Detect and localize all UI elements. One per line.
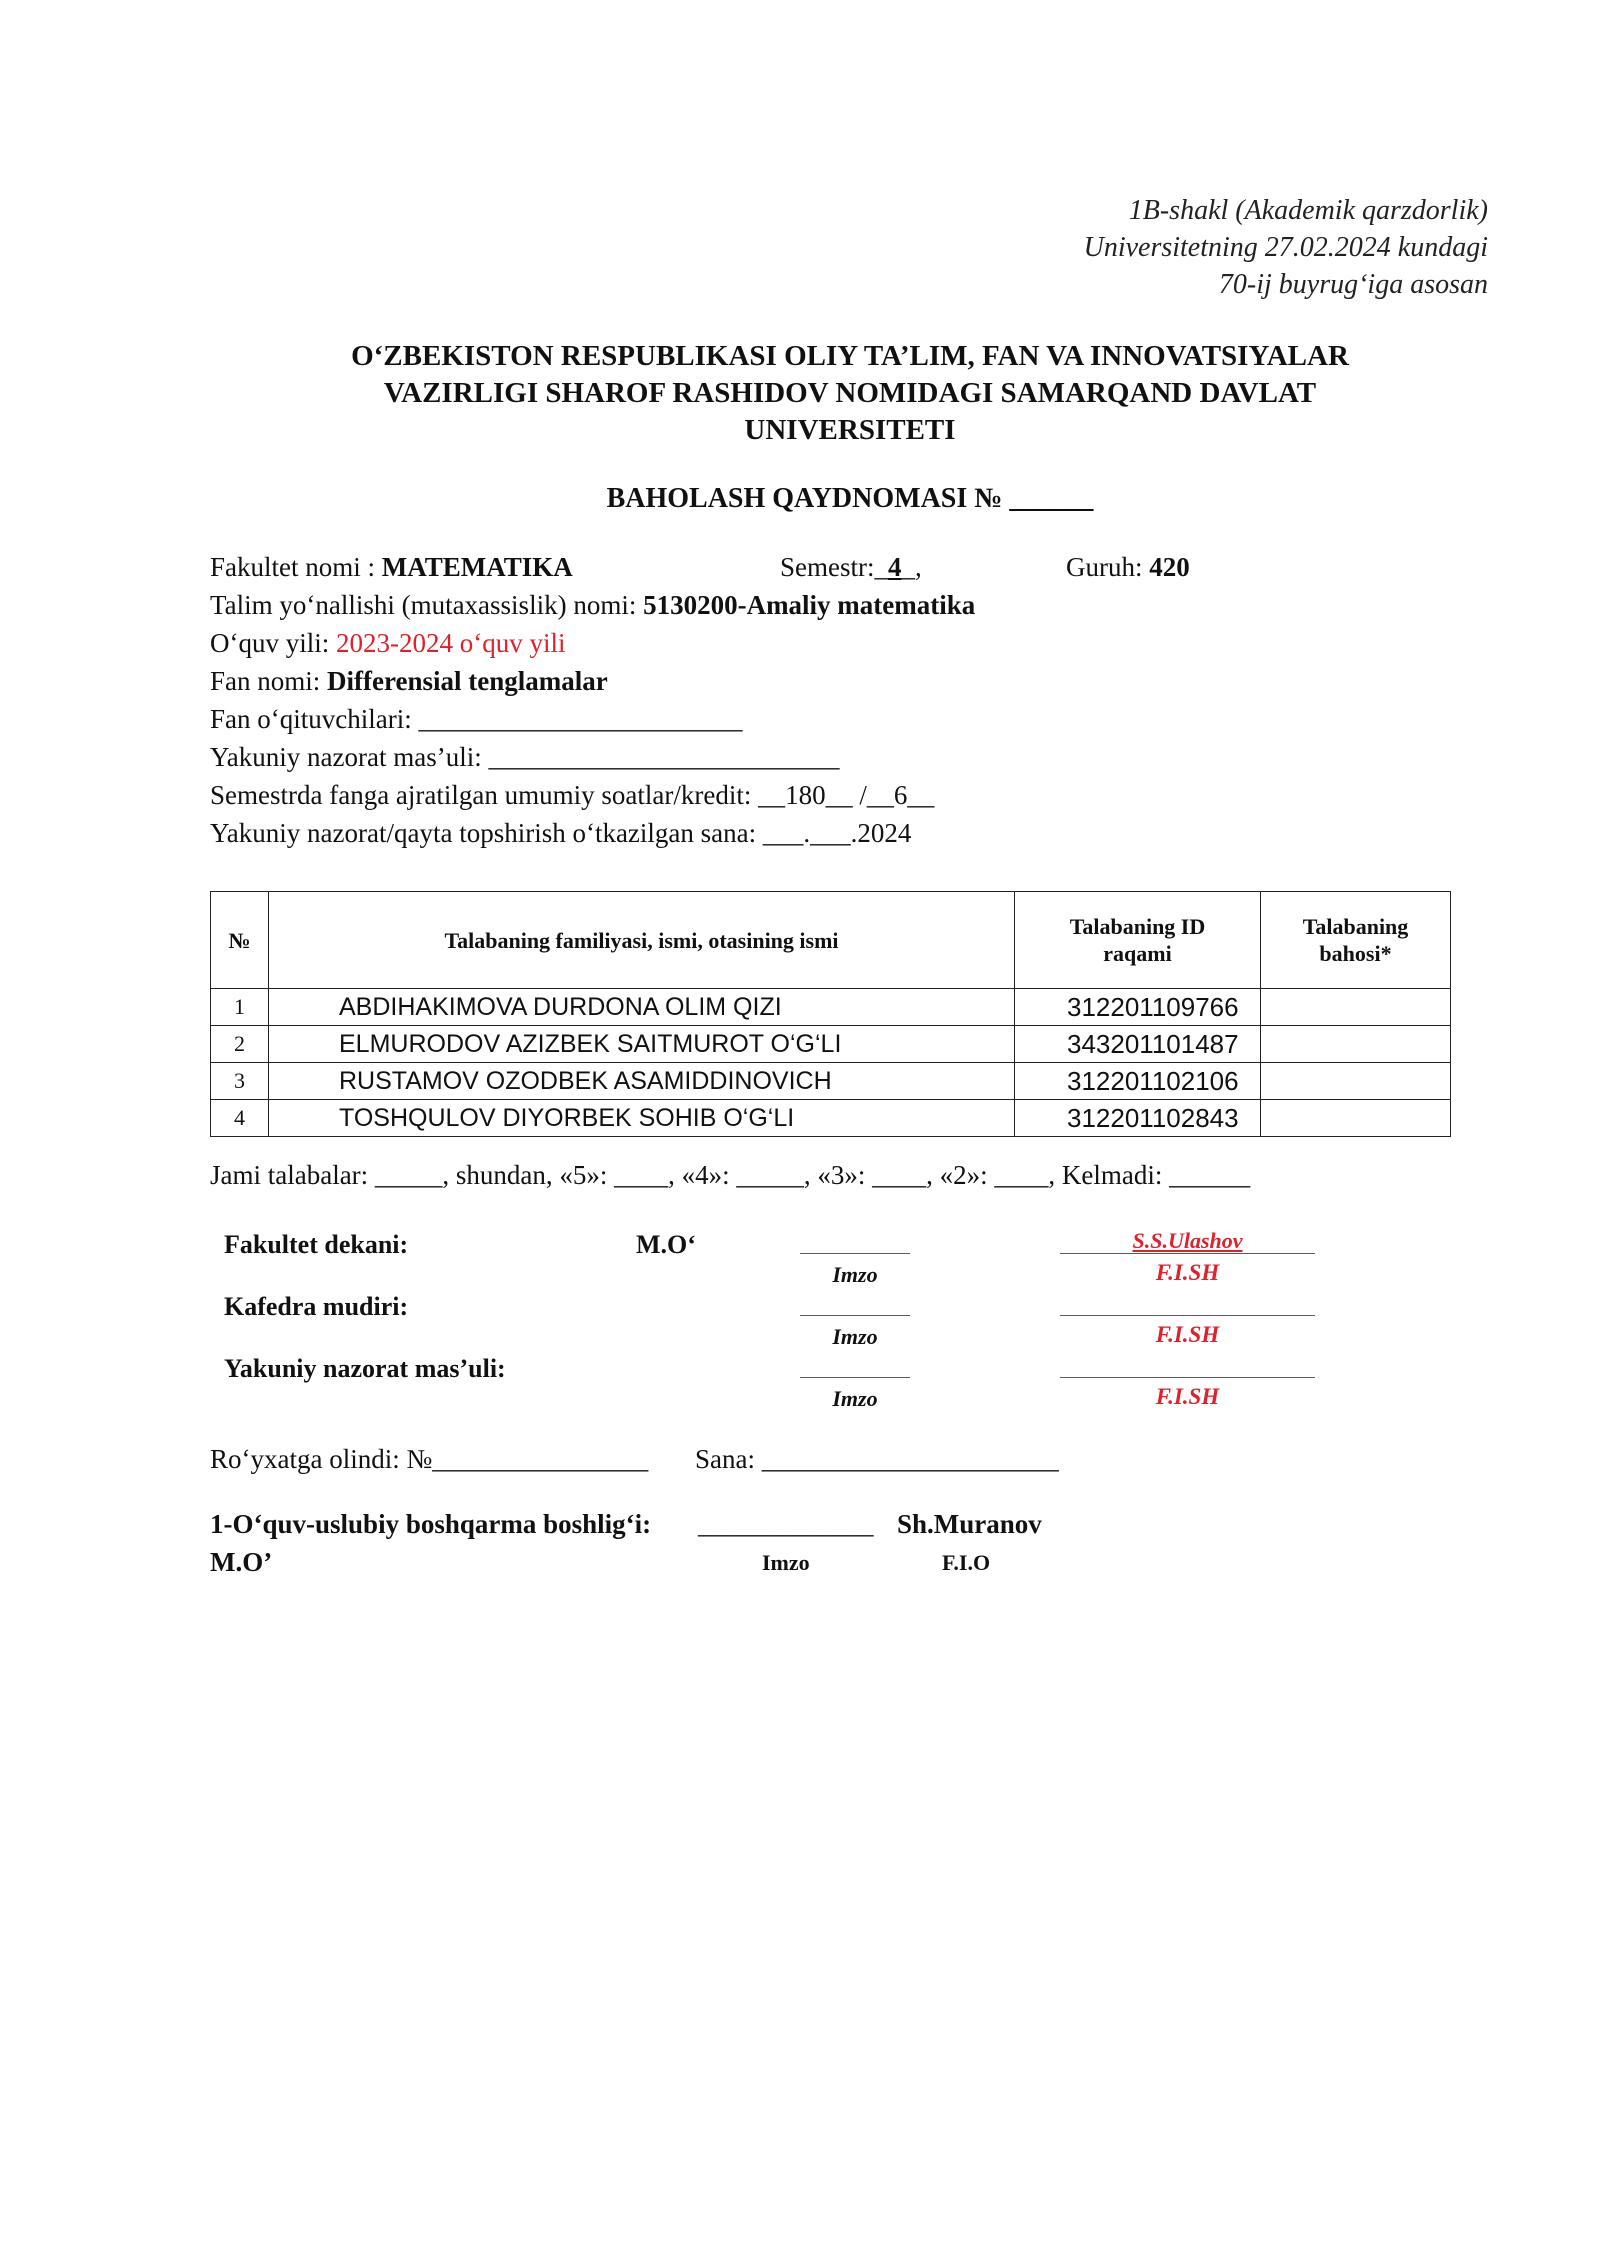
faculty-label: Fakultet nomi :	[210, 552, 382, 582]
academic-year-value: 2023-2024 o‘quv yili	[336, 628, 566, 658]
header-number: №	[211, 892, 269, 989]
dean-name-line	[1060, 1253, 1315, 1254]
row-number: 1	[211, 989, 269, 1026]
table-row	[211, 1100, 1451, 1137]
semester-value: 4	[888, 552, 902, 582]
student-id: 312201109766	[1015, 989, 1261, 1026]
dean-name: S.S.Ulashov	[1132, 1228, 1243, 1253]
dean-signature-caption: Imzo	[832, 1262, 878, 1287]
student-grade[interactable]	[1261, 1100, 1451, 1137]
department-head-signature-line[interactable]	[800, 1315, 910, 1316]
specialty-row	[210, 587, 975, 623]
registration-number: Ro‘yxatga olindi: №________________	[210, 1444, 649, 1474]
header-student-name: Talabaning familiyasi, ismi, otasining ismi	[269, 892, 1015, 989]
student-name: TOSHQULOV DIYORBEK SOHIB O‘G‘LI	[269, 1100, 1015, 1137]
header-student-id: Talabaning ID raqami	[1015, 892, 1261, 989]
dean-label: Fakultet dekani:	[224, 1230, 409, 1259]
dean-fish-caption: F.I.SH	[1155, 1260, 1220, 1285]
responsible-fish-caption: F.I.SH	[1155, 1384, 1220, 1409]
student-id: 312201102843	[1015, 1100, 1261, 1137]
row-number: 2	[211, 1026, 269, 1063]
totals-summary: Jami talabalar: _____, shundan, «5»: ____, «4»: _____, «3»: ____, «2»: ____, Kelmadi: ______	[210, 1160, 1251, 1190]
table-header-row	[211, 892, 1451, 989]
responsible-signature-line[interactable]	[800, 1377, 910, 1378]
student-name: RUSTAMOV OZODBEK ASAMIDDINOVICH	[269, 1063, 1015, 1100]
responsible-row: Yakuniy nazorat mas’uli: __________________________	[210, 742, 840, 772]
teachers-row: Fan o‘qituvchilari: ________________________	[210, 704, 743, 734]
table-row	[211, 1063, 1451, 1100]
department-head-fish-caption: F.I.SH	[1155, 1322, 1220, 1347]
title-line-2: VAZIRLIGI SHAROF RASHIDOV NOMIDAGI SAMARQAND DAVLAT	[383, 377, 1317, 409]
methodical-department-fio-caption: F.I.O	[942, 1550, 991, 1575]
title-line-1: O‘ZBEKISTON RESPUBLIKASI OLIY TA’LIM, FAN VA INNOVATSIYALAR	[351, 340, 1349, 372]
specialty-value: 5130200-Amaliy matematika	[643, 590, 976, 620]
methodical-department-head-label: 1-O‘quv-uslubiy boshqarma boshlig‘i:	[210, 1509, 652, 1539]
methodical-department-signature-caption: Imzo	[762, 1550, 810, 1575]
registration-date: Sana: ______________________	[695, 1444, 1059, 1474]
specialty-label: Talim yo‘nallishi (mutaxassislik) nomi:	[210, 590, 644, 620]
stamp-place-label: M.O‘	[636, 1230, 696, 1259]
row-number: 3	[211, 1063, 269, 1100]
header-grade: Talabaning bahosi*	[1261, 892, 1451, 989]
department-head-name-line[interactable]	[1060, 1315, 1315, 1316]
subject-row	[210, 663, 608, 699]
group-value: 420	[1149, 552, 1190, 582]
group-label: Guruh:	[1066, 552, 1150, 582]
student-id: 312201102106	[1015, 1063, 1261, 1100]
student-grade[interactable]	[1261, 1063, 1451, 1100]
hours-credit-row: Semestrda fanga ajratilgan umumiy soatlar/kredit: __180__ /__6__	[210, 780, 935, 810]
faculty-value: MATEMATIKA	[381, 552, 573, 582]
exam-date-row: Yakuniy nazorat/qayta topshirish o‘tkazilgan sana: ___.___.2024	[210, 818, 912, 848]
table-row	[211, 989, 1451, 1026]
student-grade[interactable]	[1261, 989, 1451, 1026]
student-grade[interactable]	[1261, 1026, 1451, 1063]
student-name: ABDIHAKIMOVA DURDONA OLIM QIZI	[269, 989, 1015, 1026]
form-note	[1084, 192, 1488, 303]
methodical-department-head-name: Sh.Muranov	[897, 1509, 1042, 1539]
document-subtitle: BAHOLASH QAYDNOMASI № ______	[606, 483, 1094, 514]
title-line-3: UNIVERSITETI	[744, 414, 956, 446]
dean-signature-line[interactable]	[800, 1253, 910, 1254]
student-id: 343201101487	[1015, 1026, 1261, 1063]
academic-year-label: O‘quv yili:	[210, 628, 336, 658]
methodical-department-signature-line[interactable]: _____________	[698, 1509, 874, 1539]
faculty-row	[210, 549, 573, 585]
department-head-signature-caption: Imzo	[832, 1324, 878, 1349]
semester-field	[780, 549, 922, 585]
group-field	[1066, 549, 1190, 585]
responsible-name-line[interactable]	[1060, 1377, 1315, 1378]
responsible-signature-caption: Imzo	[832, 1386, 878, 1411]
subject-label: Fan nomi:	[210, 666, 328, 696]
form-note-line-3: 70-ij buyrug‘iga asosan	[1218, 269, 1488, 300]
semester-label: Semestr:_	[780, 552, 888, 582]
student-name: ELMURODOV AZIZBEK SAITMUROT O‘G‘LI	[269, 1026, 1015, 1063]
document-title	[240, 338, 1460, 449]
row-number: 4	[211, 1100, 269, 1137]
department-head-label: Kafedra mudiri:	[224, 1292, 409, 1321]
table-row	[211, 1026, 1451, 1063]
subject-value: Differensial tenglamalar	[327, 666, 608, 696]
final-control-responsible-label: Yakuniy nazorat mas’uli:	[224, 1354, 506, 1383]
methodical-department-stamp-label: M.O’	[210, 1547, 273, 1577]
students-table	[210, 891, 1451, 1137]
form-note-line-1: 1B-shakl (Akademik qarzdorlik)	[1128, 195, 1488, 226]
semester-suffix: _,	[901, 552, 922, 582]
form-note-line-2: Universitetning 27.02.2024 kundagi	[1083, 232, 1488, 263]
academic-year-row	[210, 625, 566, 661]
